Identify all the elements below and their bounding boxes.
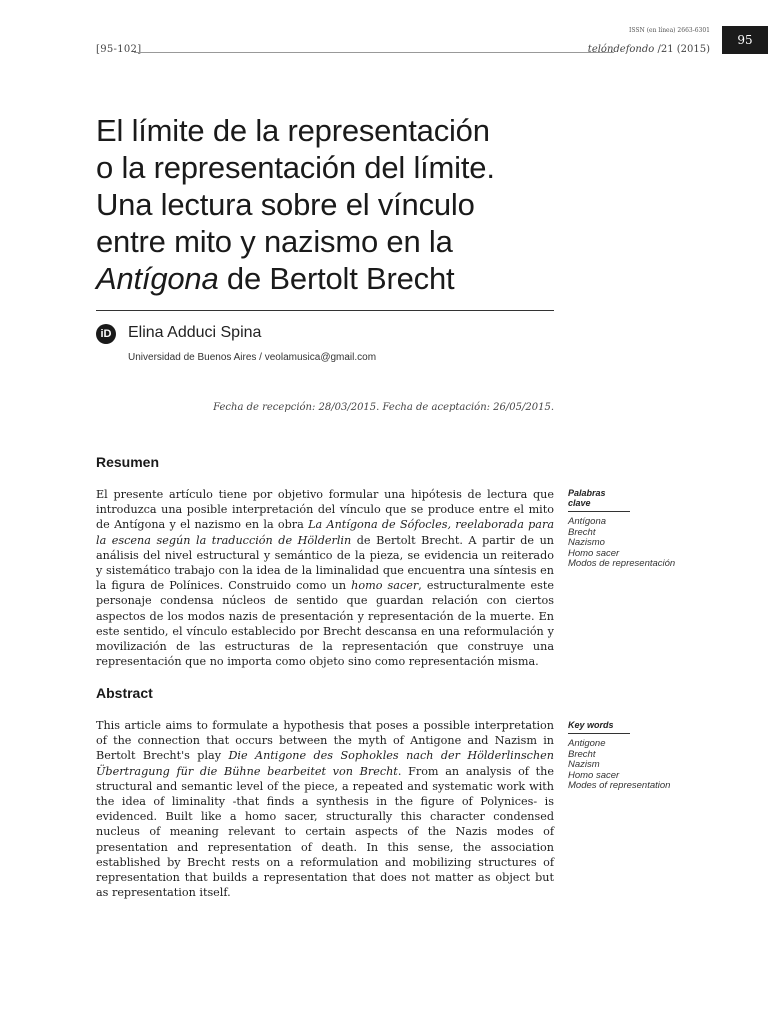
page-range: [95-102] [96, 44, 142, 55]
keyword: Antígona [568, 516, 607, 527]
resumen-term: homo sacer [351, 579, 419, 593]
keyword: Brecht [568, 526, 596, 538]
resumen-part: El presente artículo tiene por objetivo formular una hipótesis de lectura que introduzca una posible interpretación del vínculo que se produce entre el mito de Antígona y el nazismo en la obra [96, 488, 554, 532]
author-affiliation: Universidad de Buenos Aires / veolamusica@gmail.com [128, 352, 377, 363]
palabras-clave-heading: Palabras clave [568, 488, 630, 512]
author-name: Elina Adduci Spina [128, 324, 262, 341]
palabras-clave [568, 488, 718, 570]
key-words [568, 720, 718, 792]
abstract-text [96, 718, 554, 900]
title-line: entre mito y nazismo en la [96, 224, 453, 259]
abstract-part: . From an analysis of the structural and semantic level of the piece, a repeated and systematic work with the idea of liminality -that finds a synthesis in the figure of Polynices- is evidenced. Built like a homo sacer, structurally this character condensed nucleus of meaning relevant to certain aspects of the Nazis modes of presentation and representation of death. In this sense, the association established by Brecht rests on a reformulation and mobilizing structures of representation that builds a representation that does not matter as object but as representation itself. [96, 764, 554, 900]
article-title [96, 112, 566, 297]
keyword: Modes of representation [568, 780, 671, 791]
palabras-clave-list [568, 517, 718, 570]
journal-name: telóndefondo [587, 44, 655, 55]
keyword: Homo sacer [568, 547, 620, 559]
abstract-heading: Abstract [96, 685, 153, 701]
keyword: Antigone [568, 738, 606, 749]
journal-issue: /21 (2015) [654, 44, 710, 55]
resumen-text [96, 487, 554, 669]
resumen-work-title: La Antígona de Sófocles, reelaborada para la escena según la traducción de Hölderlin [96, 518, 554, 547]
resumen-heading: Resumen [96, 454, 160, 470]
resumen-part: , estructuralmente este personaje condensa núcleos de sentido que guardan relación con ciertos aspectos de los modos nazis de presentación y representación de la muerte. En este sentido, el vínculo establecido por Brecht descansa en una reformulación y movilización de las estructuras de la representación que construye una representación que no importa como objeto sino como representación misma. [96, 579, 554, 669]
abstract-part: This article aims to formulate a hypothesis that poses a possible interpretation of the connection that occurs between the myth of Antigone and Nazism in Bertolt Brecht's play [96, 719, 554, 763]
title-rule [96, 310, 554, 311]
abstract-work-title: Die Antigone des Sophokles nach der Hölderlinschen Übertragung für die Bühne bearbeitet von Brecht [96, 749, 554, 778]
title-line: Una lectura sobre el vínculo [96, 187, 475, 222]
title-line: El límite de la representación [96, 113, 490, 148]
title-rest: de Bertolt Brecht [218, 261, 455, 296]
orcid-icon[interactable]: iD [96, 324, 116, 344]
resumen-part: de Bertolt Brecht. A partir de un análisis del nivel estructural y semántico de la pieza, se evidencia un reiterado y sistemático trabajo con la idea de la liminalidad que encuentra una síntesis en la figura de Polínices. Construido como un [96, 533, 554, 593]
issn: ISSN (en línea) 2663-6301 [629, 27, 710, 34]
keyword: Modos de representación [568, 558, 676, 569]
title-line: o la representación del límite. [96, 150, 495, 185]
submission-dates: Fecha de recepción: 28/03/2015. Fecha de aceptación: 26/05/2015. [213, 402, 554, 413]
key-words-list [568, 739, 718, 792]
title-line [96, 260, 566, 297]
keyword: Nazism [568, 759, 600, 770]
journal-citation [560, 44, 710, 55]
keyword: Homo sacer [568, 769, 620, 781]
keyword: Nazismo [568, 537, 605, 548]
key-words-heading: Key words [568, 720, 630, 734]
header-rule [134, 52, 614, 53]
page-number: 95 [722, 26, 768, 54]
keyword: Brecht [568, 748, 596, 760]
title-italic: Antígona [96, 261, 219, 296]
